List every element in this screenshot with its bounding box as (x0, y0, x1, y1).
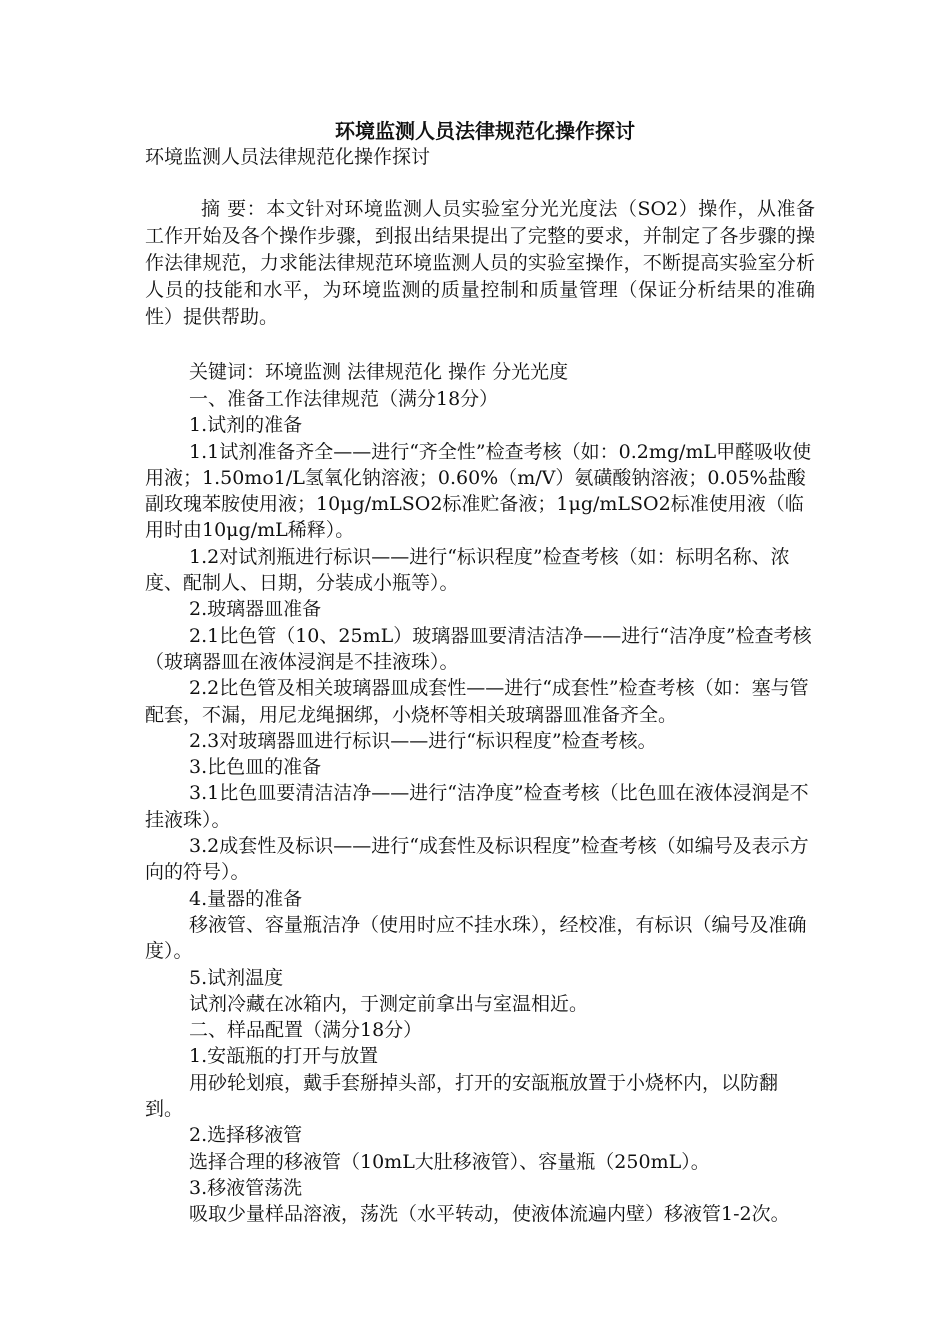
section-heading: 一、准备工作法律规范（满分18分） (189, 388, 499, 410)
subsection-heading: 1.安瓿瓶的打开与放置 (189, 1045, 379, 1068)
subsection-heading: 3.移液管荡洗 (189, 1176, 303, 1199)
keywords-line: 关键词：环境监测 法律规范化 操作 分光光度 (189, 361, 569, 383)
document-title: 环境监测人员法律规范化操作探讨 (335, 119, 635, 143)
body-paragraph: 2.3对玻璃器皿进行标识——进行“标识程度”检查考核。 (189, 729, 657, 752)
body-paragraph: 1.1试剂准备齐全——进行“齐全性”检查考核（如：0.2mg/mL甲醛吸收使用液；1.50mo1/L氢氧化钠溶液；0.60%（m/V）氨磺酸钠溶液；0.05%盐酸副玫瑰苯胺使用液；10μg/mLSO2标准贮备液；1μg/mLSO2标准使用液（临用时由10μg/mL稀释）。 (145, 440, 812, 542)
subsection-heading: 4.量器的准备 (189, 887, 303, 910)
body-paragraph: 吸取少量样品溶液，荡洗（水平转动，使液体流遍内壁）移液管1-2次。 (189, 1203, 790, 1226)
abstract-paragraph: 摘 要：本文针对环境监测人员实验室分光光度法（SO2）操作，从准备工作开始及各个操作步骤，到报出结果提出了完整的要求，并制定了各步骤的操作法律规范，力求能法律规范环境监测人员的实验室操作，不断提高实验室分析人员的技能和水平，为环境监测的质量控制和质量管理（保证分析结果的准确性）提供帮助。 (145, 198, 815, 328)
body-paragraph: 移液管、容量瓶洁净（使用时应不挂水珠），经校准，有标识（编号及准确度）。 (145, 913, 807, 963)
body-paragraph: 用砂轮划痕，戴手套掰掉头部，打开的安瓿瓶放置于小烧杯内，以防翻到。 (145, 1071, 779, 1121)
body-paragraph: 2.2比色管及相关玻璃器皿成套性——进行“成套性”检查考核（如：塞与管配套，不漏，用尼龙绳捆绑，小烧杯等相关玻璃器皿准备齐全。 (145, 677, 809, 726)
body-paragraph: 2.1比色管（10、25mL）玻璃器皿要清洁洁净——进行“洁净度”检查考核（玻璃器皿在液体浸润是不挂液珠）。 (145, 624, 812, 673)
subsection-heading: 3.比色皿的准备 (189, 756, 322, 779)
subsection-heading: 5.试剂温度 (189, 966, 284, 989)
document-page (145, 118, 815, 1228)
body-paragraph: 选择合理的移液管（10mL大肚移液管）、容量瓶（250mL）。 (189, 1150, 710, 1173)
subsection-heading: 2.玻璃器皿准备 (189, 598, 322, 621)
body-paragraph: 3.1比色皿要清洁洁净——进行“洁净度”检查考核（比色皿在液体浸润是不挂液珠）。 (145, 782, 809, 831)
body-paragraph: 试剂冷藏在冰箱内，于测定前拿出与室温相近。 (189, 992, 589, 1015)
body-text (145, 386, 815, 1228)
section-heading: 二、样品配置（满分18分） (189, 1019, 423, 1042)
body-paragraph: 1.2对试剂瓶进行标识——进行“标识程度”检查考核（如：标明名称、浓度、配制人、日期，分装成小瓶等）。 (145, 545, 790, 595)
subsection-heading: 2.选择移液管 (189, 1124, 303, 1147)
document-subtitle: 环境监测人员法律规范化操作探讨 (145, 146, 431, 168)
body-paragraph: 3.2成套性及标识——进行“成套性及标识程度”检查考核（如编号及表示方向的符号）。 (145, 835, 809, 884)
subsection-heading: 1.试剂的准备 (189, 414, 303, 437)
